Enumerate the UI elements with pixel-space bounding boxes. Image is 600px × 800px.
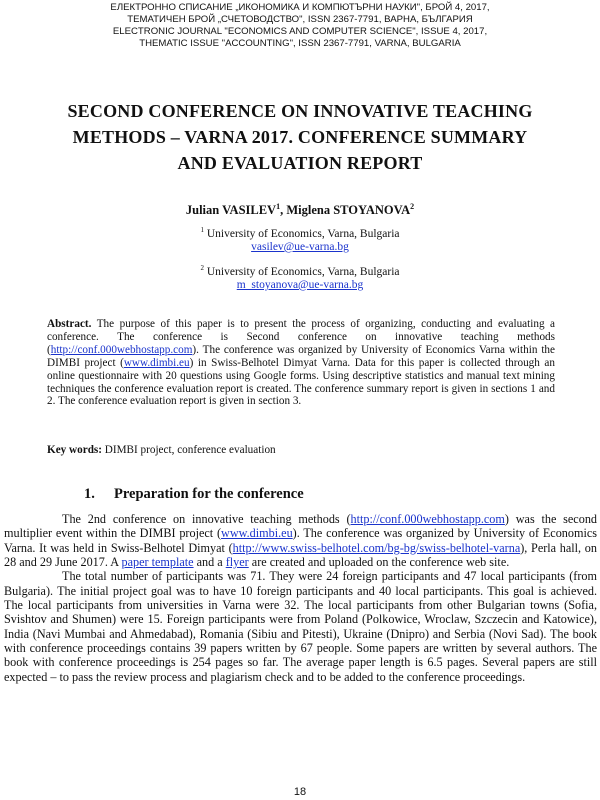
paper-template-link[interactable]: paper template [121,555,194,570]
conference-site-link[interactable]: http://conf.000webhostapp.com [350,512,505,526]
affiliation-marker: 2 [200,264,204,272]
keywords-text: DIMBI project, conference evaluation [102,444,276,456]
body-text [4,512,597,684]
abstract-text: ) in Swiss-Belhotel Dimyat Varna. Data for this paper is collected through an online questionnaire with 20 questions using Google forms. Using descriptive statistics and manual text mining techniques the conference evaluation report is created. The conference summary report is given in sections 1 and 2. The conference evaluation report is given in section 3. [47,356,555,408]
author-separator: , [280,203,287,218]
abstract-text: ). The conference was organized by University of Economics Varna within the DIMBI project ( [47,343,555,369]
title-line: AND EVALUATION REPORT [177,153,423,173]
abstract [47,318,555,408]
paragraph: The total number of participants was 71. They were 24 foreign participants and 47 local participants (from Bulgaria). The initial project goal was to have 10 foreign participants and 40 local participants. This goal is achieved. The local participants from universities in Varna were 32. The local participants from other Bulgarian towns (Sofia, Svishtov and Shumen) were 15. Foreign participants were from Poland (Polkowice, Wroclaw, Szczecin and Katowice), India (Navi Mumbai and Ahmedabad), Romania (Sibiu and Pitesti), Ukraine (Dnipro) and Serbia (Novi Sad). The book with conference proceedings contains 39 papers written by 67 people. Some papers are written by several authors. The book with conference proceedings is 254 pages so far. The average paper length is 6.5 pages. Several papers are still expected – to pass the review process and plagiarism check and to be added to the conference proceedings. [4,569,597,684]
page-number: 18 [293,786,307,798]
dimbi-project-link[interactable]: www.dimbi.eu [221,526,293,541]
paragraph-text: ). The conference was organized by University of Economics Varna. It was held in Swiss-Belhotel Dimyat ( [4,526,597,555]
affiliation-text: University of Economics, Varna, Bulgaria [206,265,400,278]
paragraph-text: ) was the second multiplier event within the DIMBI project ( [4,512,598,541]
affiliation [0,262,600,292]
author-name: Julian VASILEV [185,203,277,218]
header-line: THEMATIC ISSUE "ACCOUNTING", ISSN 2367-7791, VARNA, BULGARIA [139,38,461,49]
journal-header [0,2,600,50]
author-affil-marker: 1 [276,202,281,211]
author-email-link[interactable]: m_stoyanova@ue-varna.bg [236,278,364,291]
abstract-label: Abstract. [47,318,92,330]
section-title: Preparation for the conference [114,486,304,502]
title-line: SECOND CONFERENCE ON INNOVATIVE TEACHING [67,101,533,121]
author-list [0,202,600,218]
keywords-label: Key words: [47,444,102,456]
author-email-link[interactable]: vasilev@ue-varna.bg [251,240,349,253]
paragraph-text: and a [193,555,226,570]
header-line: ЕЛЕКТРОННО СПИСАНИЕ „ИКОНОМИКА И КОМПЮТЪРНИ НАУКИ", БРОЙ 4, 2017, [110,2,490,13]
section-number: 1. [84,486,95,502]
affiliation-text: University of Economics, Varna, Bulgaria [206,227,400,240]
paragraph-text: ), Perla hall, on 28 and 29 June 2017. A [4,540,597,570]
header-line: ТЕМАТИЧЕН БРОЙ „СЧЕТОВОДСТВО", ISSN 2367-7791, ВАРНА, БЪЛГАРИЯ [127,14,473,25]
title-line: METHODS – VARNA 2017. CONFERENCE SUMMARY [72,127,528,147]
paragraph-text: are created and uploaded on the conference web site. [248,555,510,570]
author-affil-marker: 2 [410,202,415,211]
affiliation-marker: 1 [200,226,204,234]
paragraph [4,512,597,569]
paper-title [0,98,600,176]
affiliation [0,224,600,254]
hotel-link[interactable]: http://www.swiss-belhotel.com/bg-bg/swiss-belhotel-varna [232,540,521,555]
flyer-link[interactable]: flyer [225,555,249,570]
conference-site-link[interactable]: http://conf.000webhostapp.com [50,343,193,356]
header-line: ELECTRONIC JOURNAL "ECONOMICS AND COMPUTER SCIENCE", ISSUE 4, 2017, [112,26,488,37]
keywords [47,444,555,456]
author-name: Miglena STOYANOVA [286,203,411,218]
abstract-text: The purpose of this paper is to present the process of organizing, conducting and evaluating a conference. The conference is Second conference on innovative teaching methods ( [47,318,555,356]
section-heading [84,486,304,503]
paragraph-text: The 2nd conference on innovative teaching methods ( [62,512,351,526]
dimbi-project-link[interactable]: www.dimbi.eu [123,356,190,369]
